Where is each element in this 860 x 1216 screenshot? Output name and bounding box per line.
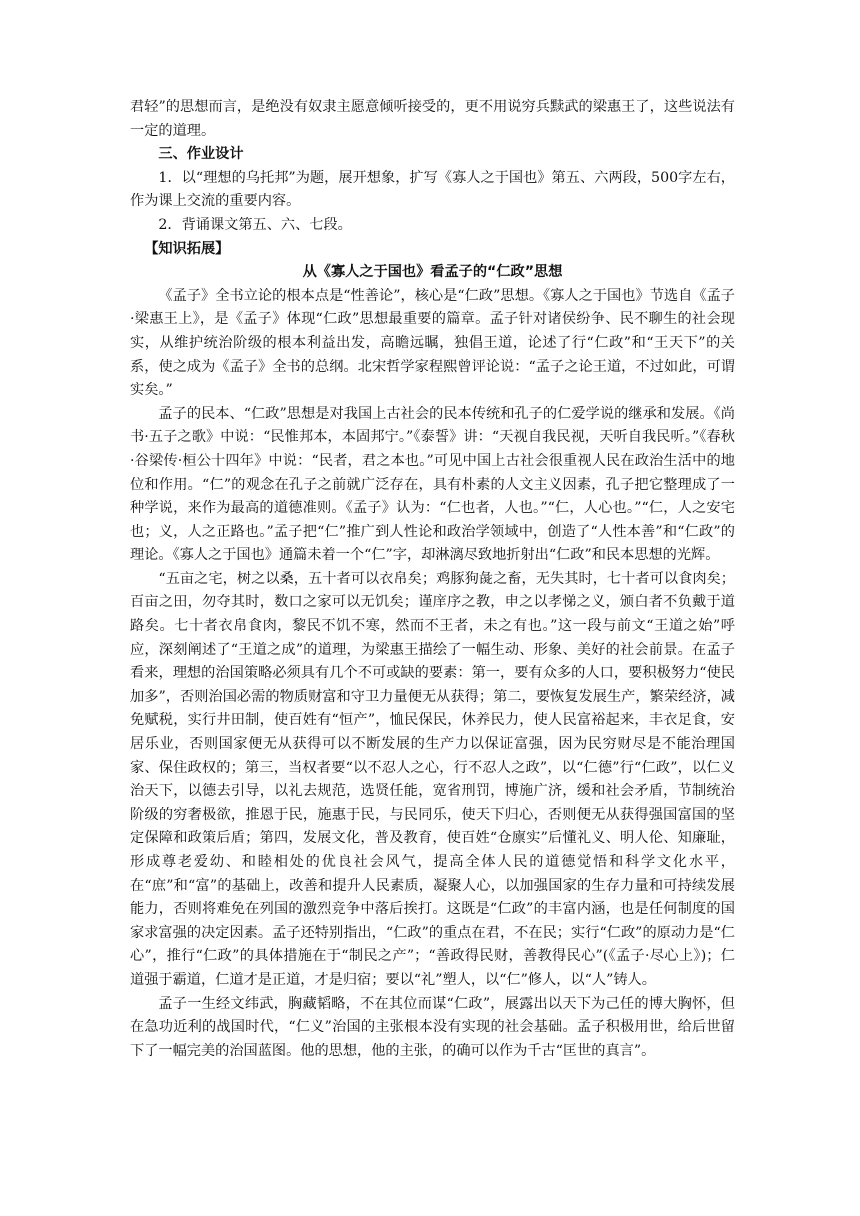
article-paragraph-1: 《孟子》全书立论的根本点是“性善论”，核心是“仁政”思想。《寡人之于国也》节选自《孟子·梁惠王上》，是《孟子》体现“仁政”思想最重要的篇章。孟子针对诸侯纷争、民不聊生的社会现实，从维护统治阶级的根本利益出发，高瞻远瞩，独倡王道，论述了行“仁政”和“王天下”的关系，使之成为《孟子》全书的总纲。北宋哲学家程熙曾评论说：“孟子之论王道，不过如此，可谓实矣。” (130, 287, 735, 399)
article-paragraph-2: 孟子的民本、“仁政”思想是对我国上古社会的民本传统和孔子的仁爱学说的继承和发展。《尚书·五子之歌》中说：“民惟邦本，本固邦宁。”《泰誓》讲：“天视自我民视，天听自我民听。”《春秋·谷梁传·桓公十四年》中说：“民者，君之本也。”可见中国上古社会很重视人民在政治生活中的地位和作用。“仁”的观念在孔子之前就广泛存在，具有朴素的人文主义因素，孔子把它整理成了一种学说，来作为最高的道德准则。《孟子》认为：“仁也者，人也。”“仁，人心也。”“仁，人之安宅也；义，人之正路也。”孟子把“仁”推广到人性论和政治学领域中，创造了“人性本善”和“仁政”的理论。《寡人之于国也》通篇未着一个“仁”字，却淋漓尽致地折射出“仁政”和民本思想的光辉。 (130, 405, 735, 564)
article-paragraph-3: “五亩之宅，树之以桑，五十者可以衣帛矣；鸡豚狗彘之畜，无失其时，七十者可以食肉矣；百亩之田，勿夺其时，数口之家可以无饥矣；谨庠序之教，申之以孝悌之义，颁白者不负戴于道路矣。七十者衣帛食肉，黎民不饥不寒，然而不王者，未之有也。”这一段与前文“王道之始”呼应，深刻阐述了“王道之成”的道理，为梁惠王描绘了一幅生动、形象、美好的社会前景。在孟子看来，理想的治国策略必须具有几个不可或缺的要素：第一，要有众多的人口，要积极努力“使民加多”，否则治国必需的物质财富和守卫力量便无从获得；第二，要恢复发展生产，繁荣经济，减免赋税，实行井田制，使百姓有“恒产”，恤民保民，休养民力，使人民富裕起来，丰衣足食，安居乐业，否则国家便无从获得可以不断发展的生产力以保证富强，因为民穷财尽是不能治理国家、保住政权的；第三，当权者要“以不忍人之心，行不忍人之政”，以“仁德”行“仁政”，以仁义治天下，以德去引导，以礼去规范，选贤任能，宽省刑罚，博施广济，缓和社会矛盾，节制统治阶级的穷奢极欲，推恩于民，施惠于民，与民同乐，使天下归心，否则便无从获得强国富国的坚定保障和政策后盾；第四，发展文化，普及教育，使百姓“仓廪实”后懂礼义、明人伦、知廉耻，形成尊老爱幼、和睦相处的优良社会风气，提高全体人民的道德觉悟和科学文化水平，在“庶”和“富”的基础上，改善和提升人民素质，凝聚人心，以加强国家的生存力量和可持续发展能力，否则将难免在列国的激烈竞争中落后挨打。这既是“仁政”的丰富内涵，也是任何制度的国家求富强的决定因素。孟子还特别指出，“仁政”的重点在君，不在民；实行“仁政”的原动力是“仁心”，推行“仁政”的具体措施在于“制民之产”；“善政得民财，善教得民心”(《孟子·尽心上》)；仁道强于霸道，仁道才是正道，才是归宿；要以“礼”塑人，以“仁”修人，以“人”铸人。 (130, 570, 735, 988)
intro-tail-paragraph: 君轻”的思想而言，是绝没有奴隶主愿意倾听接受的，更不用说穷兵黩武的梁惠王了，这些说法有一定的道理。 (130, 99, 735, 139)
knowledge-extension-tag: 【知识拓展】 (144, 240, 230, 257)
homework-item-2: 2．背诵课文第五、六、七段。 (158, 216, 352, 233)
homework-item-1: 1．以“理想的乌托邦”为题，展开想象，扩写《寡人之于国也》第五、六两段，500字左右，作为课上交流的重要内容。 (130, 169, 735, 210)
article-paragraph-4: 孟子一生经文纬武，胸藏韬略，不在其位而谋“仁政”，展露出以天下为己任的博大胸怀，但在急功近利的战国时代，“仁义”治国的主张根本没有实现的社会基础。孟子积极用世，给后世留下了一幅完美的治国蓝图。他的思想，他的主张，的确可以作为千古“匡世的真言”。 (130, 995, 735, 1059)
article-title: 从《寡人之于国也》看孟子的“仁政”思想 (302, 264, 563, 281)
homework-heading: 三、作业设计 (158, 146, 244, 163)
document-page (130, 96, 735, 1063)
